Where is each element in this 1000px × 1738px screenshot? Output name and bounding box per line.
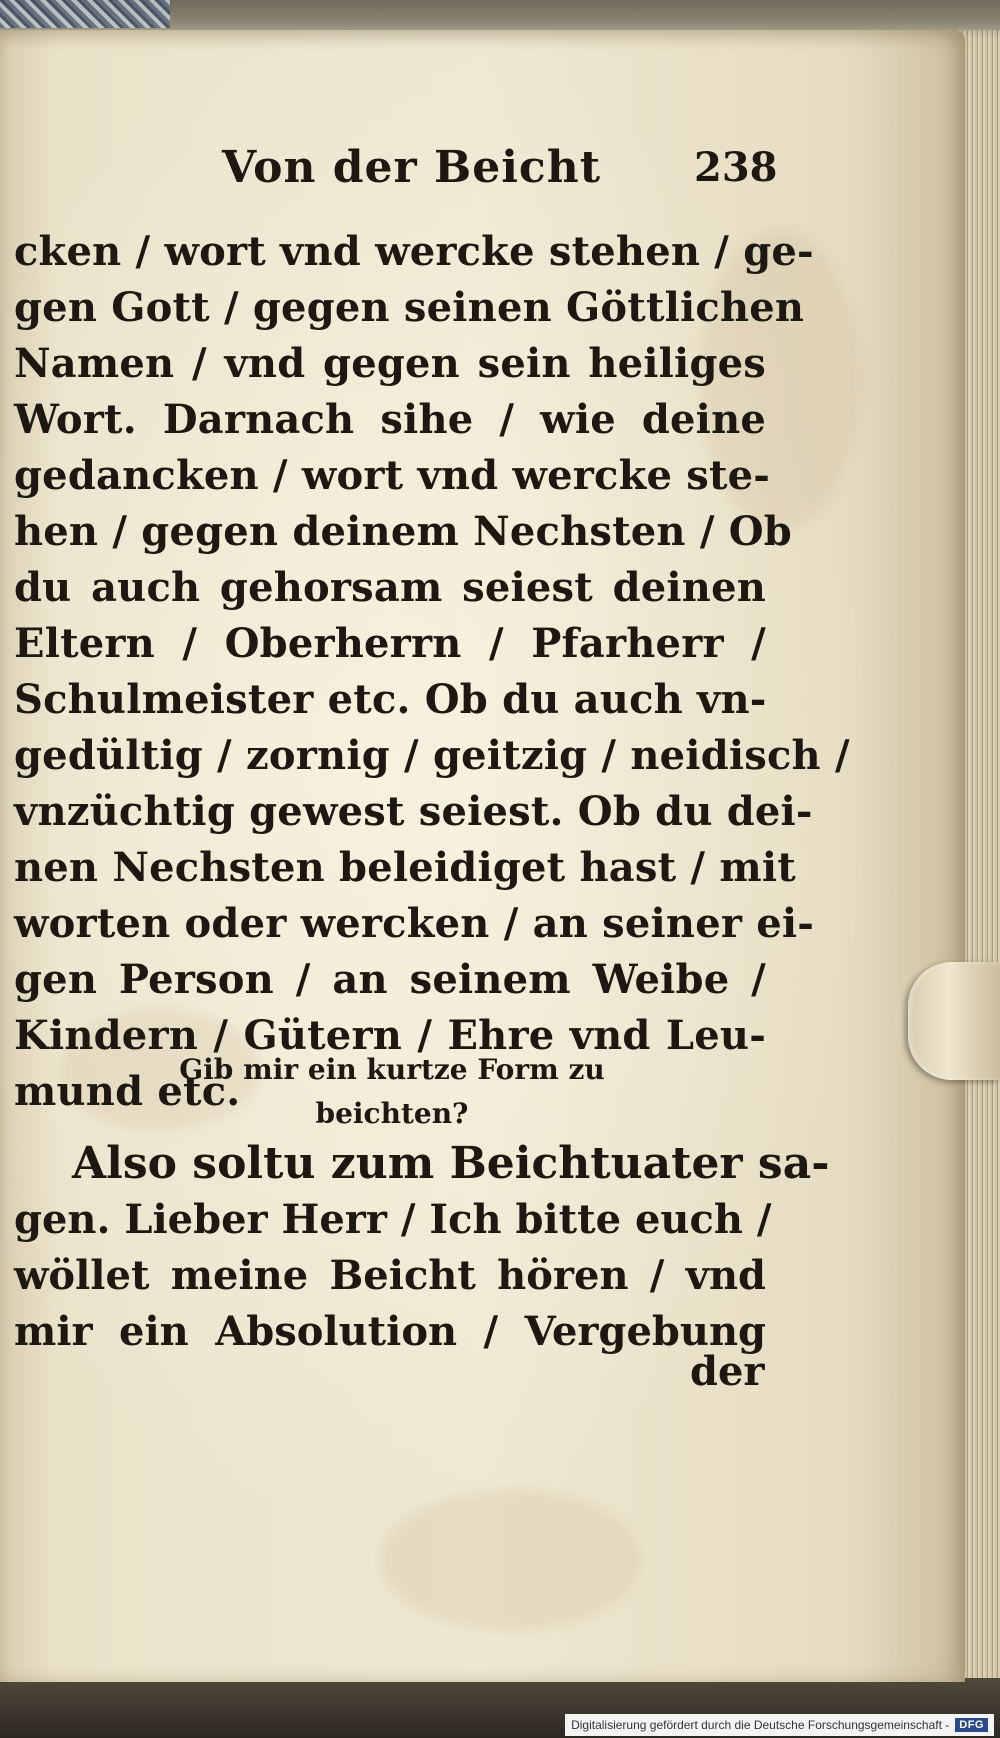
credit-text: Digitalisierung gefördert durch die Deutsche Forschungsgemeinschaft - <box>571 1718 950 1732</box>
body-text <box>14 224 850 1120</box>
text-line: Kindern / Gütern / Ehre vnd Leu- <box>14 1012 766 1059</box>
text-line: Schulmeister etc. Ob du auch vn- <box>14 676 767 723</box>
text-line: gen Person / an seinem Weibe / <box>14 956 766 1003</box>
question-heading <box>172 1048 612 1136</box>
answer-text <box>14 1136 830 1360</box>
text-line: wöllet meine Beicht hören / vnd <box>14 1252 766 1299</box>
page-sheet <box>0 30 965 1682</box>
text-line: hen / gegen deinem Nechsten / Ob <box>14 508 792 555</box>
digitization-credit <box>565 1714 994 1736</box>
text-line: worten oder wercken / an seiner ei- <box>14 900 815 947</box>
cover-fabric <box>0 0 170 28</box>
text-line: gedültig / zornig / geitzig / neidisch / <box>14 732 850 779</box>
text-line: gedancken / wort vnd wercke ste- <box>14 452 771 499</box>
printed-text <box>0 30 965 1682</box>
text-line: Namen / vnd gegen sein heiliges <box>14 340 766 387</box>
running-head-title: Von der Beicht <box>222 142 602 193</box>
text-line: Wort. Darnach sihe / wie deine <box>14 396 766 443</box>
text-line: mund etc. <box>14 1068 241 1115</box>
text-line: vnzüchtig gewest seiest. Ob du dei- <box>14 788 813 835</box>
text-line: gen. Lieber Herr / Ich bitte euch / <box>14 1196 772 1243</box>
text-line: Eltern / Oberherrn / Pfarherr / <box>14 620 766 667</box>
catchword: der <box>690 1348 765 1395</box>
heading-line: beichten? <box>315 1097 469 1130</box>
text-line: Also soltu zum Beichtuater sa- <box>72 1138 830 1189</box>
text-line: cken / wort vnd wercke stehen / ge- <box>14 228 814 275</box>
text-line: mir ein Absolution / Vergebung <box>14 1308 766 1355</box>
page-number: 238 <box>694 144 778 191</box>
text-line: nen Nechsten beleidiget hast / mit <box>14 844 796 891</box>
text-line: du auch gehorsam seiest deinen <box>14 564 766 611</box>
dfg-logo: DFG <box>955 1718 988 1732</box>
running-head <box>0 142 965 202</box>
heading-line: Gib mir ein kurtze Form zu <box>179 1053 605 1086</box>
book-clasp <box>908 962 1000 1080</box>
text-line: gen Gott / gegen seinen Göttlichen <box>14 284 805 331</box>
